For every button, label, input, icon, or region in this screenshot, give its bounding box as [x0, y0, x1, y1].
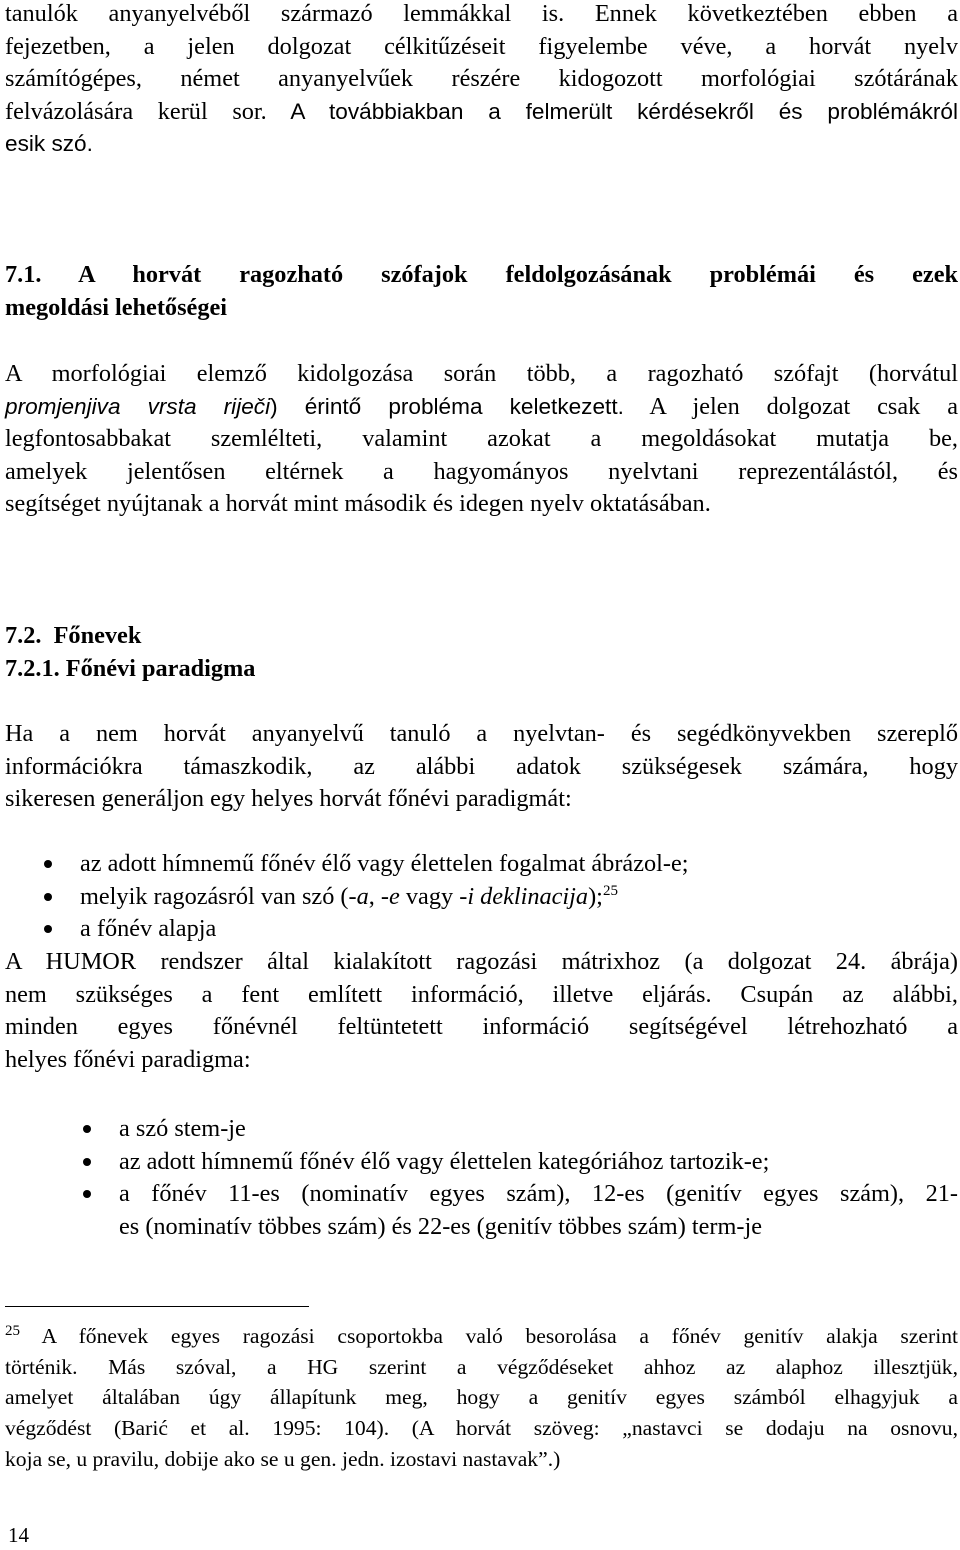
text-line: segítséget nyújtanak a horvát mint második és idegen nyelv oktatásában. — [5, 490, 711, 518]
text-line: legfontosabbakat szemlélteti, valamint azokat a megoldásokat mutatja be, — [5, 425, 958, 453]
text-line: helyes főnévi paradigma: — [5, 1045, 251, 1073]
page-number: 14 — [8, 1523, 29, 1547]
text-line: A HUMOR rendszer által kialakított ragozási mátrixhoz (a dolgozat 24. ábrája) — [5, 948, 958, 975]
section-7-2-paragraph-2 — [5, 946, 958, 1076]
text-line: minden egyes főnévnél feltüntetett információ segítségével létrehozható a — [5, 1013, 958, 1041]
bullet-list-humor-info — [5, 1113, 958, 1243]
text-span: felvázolására kerül sor. — [5, 97, 267, 125]
italic-term: e — [389, 882, 400, 910]
list-item — [5, 913, 958, 946]
italic-term: a — [356, 882, 369, 910]
list-item — [5, 1178, 958, 1243]
text-span: , - — [368, 882, 390, 910]
list-item — [5, 1113, 958, 1146]
text-line: Ha a nem horvát anyanyelvű tanuló a nyelvtan- és segédkönyvekben szereplő — [5, 720, 958, 747]
subheading-7-2-1: 7.2.1. Főnévi paradigma — [5, 654, 256, 682]
intro-paragraph — [5, 0, 958, 161]
italic-term: i deklinacija — [467, 882, 589, 910]
list-item-text — [80, 883, 618, 910]
heading-line: megoldási lehetőségei — [5, 293, 228, 321]
list-item — [5, 848, 958, 881]
text-span: A jelen dolgozat csak a — [623, 392, 958, 420]
footnote-number: 25 — [5, 1322, 20, 1339]
bullet-icon — [83, 1190, 91, 1198]
text-line — [5, 1321, 958, 1352]
text-line: történik. Más szóval, a HG szerint a végződéseket ahhoz az alaphoz illesztjük, — [5, 1354, 958, 1379]
text-line: fejezetben, a jelen dolgozat célkitűzéseit figyelembe véve, a horvát nyelv — [5, 32, 958, 60]
bullet-icon — [83, 1125, 91, 1133]
text-line: es (nominatív többes szám) és 22-es (genitív többes szám) term-je — [119, 1212, 763, 1240]
heading-line: 7.2. Főnevek — [5, 622, 142, 649]
text-line: nem szükséges a fent említett információ, illetve eljárás. Csupán az alábbi, — [5, 980, 958, 1008]
text-span: melyik ragozásról van szó (- — [80, 882, 357, 910]
section-7-2-paragraph-1 — [5, 718, 958, 816]
text-line: információkra támaszkodik, az alábbi adatok szükségesek számára, hogy — [5, 752, 958, 780]
list-item-text: az adott hímnemű főnév élő vagy élettelen kategóriához tartozik-e; — [119, 1147, 770, 1175]
list-item — [5, 1146, 958, 1179]
text-line: esik szó. — [5, 131, 93, 157]
section-heading-7-1 — [5, 259, 958, 324]
footnote-ref: 25 — [602, 882, 618, 899]
text-line — [5, 391, 958, 424]
text-line: tanulók anyanyelvéből származó lemmákkal is. Ennek következtében ebben a — [5, 0, 958, 27]
italic-term: promjenjiva vrsta riječi — [5, 393, 271, 419]
text-line: A morfológiai elemző kidolgozása során több, a ragozható szófajt (horvátul — [5, 360, 958, 387]
bullet-icon — [44, 860, 52, 868]
list-item-text: a főnév alapja — [80, 915, 217, 943]
footnote-25 — [5, 1321, 958, 1474]
text-line: végződést (Barić et al. 1995: 104). (A horvát szöveg: „nastavci se dodaju na osnovu, — [5, 1416, 958, 1441]
bullet-list-requirements — [5, 848, 958, 946]
text-line: sikeresen generáljon egy helyes horvát főnévi paradigmát: — [5, 785, 572, 813]
list-item-text: a szó stem-je — [119, 1115, 246, 1142]
footnote-separator — [5, 1306, 309, 1307]
text-line: amelyet általában úgy állapítunk meg, hogy a genitív egyes számból elhagyjuk a — [5, 1385, 958, 1410]
section-7-1-paragraph — [5, 358, 958, 521]
text-line: amelyek jelentősen eltérnek a hagyományos nyelvtani reprezentálástól, és — [5, 457, 958, 485]
list-item-text: az adott hímnemű főnév élő vagy élettelen fogalmat ábrázol-e; — [80, 850, 689, 877]
text-span: vagy - — [399, 882, 468, 910]
text-line — [5, 96, 958, 129]
text-line: a főnév 11-es (nominatív egyes szám), 12-es (genitív egyes szám), 21- — [119, 1180, 958, 1208]
text-span: ); — [588, 882, 603, 910]
text-span: A főnevek egyes ragozási csoportokba való besorolása a főnév genitív alakja szerint — [20, 1324, 958, 1348]
bullet-icon — [44, 893, 52, 901]
heading-line: 7.1. A horvát ragozható szófajok feldolgozásának problémái és ezek — [5, 261, 958, 288]
list-item — [5, 881, 958, 914]
text-span: ) érintő probléma keletkezett. — [270, 393, 624, 419]
text-line: koja se, u pravilu, dobije ako se u gen. jedn. izostavi nastavak”.) — [5, 1446, 561, 1471]
list-item-text — [119, 1178, 958, 1211]
text-line: számítógépes, német anyanyelvűek részére kidogozott morfológiai szótárának — [5, 65, 958, 93]
bullet-icon — [44, 925, 52, 933]
text-span: A továbbiakban a felmerült kérdésekről és problémákról — [266, 98, 958, 124]
bullet-icon — [83, 1158, 91, 1166]
section-heading-7-2 — [5, 620, 958, 685]
